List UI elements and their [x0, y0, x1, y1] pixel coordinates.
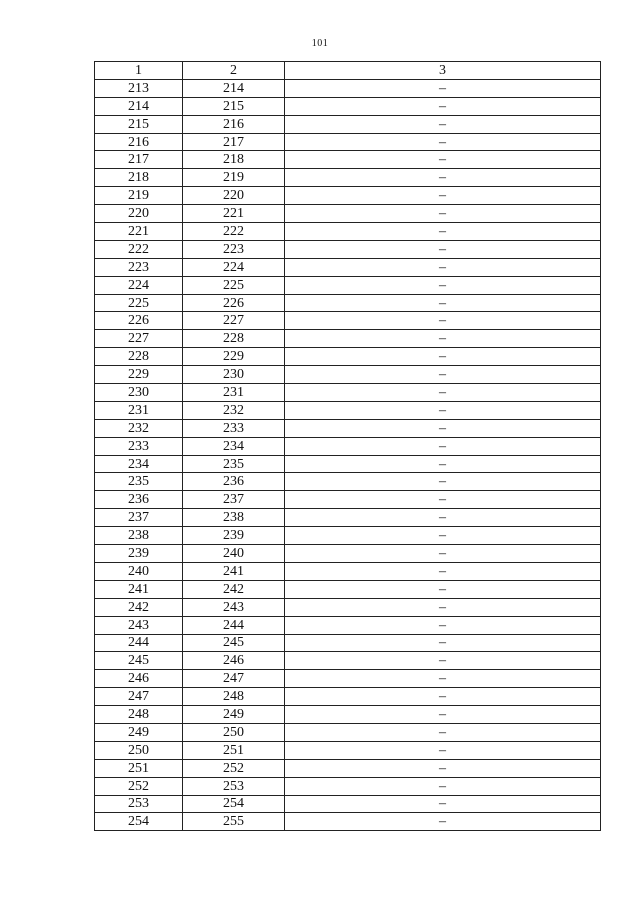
header-row: [95, 62, 601, 80]
table-cell-col-1: 226: [95, 312, 183, 330]
table-cell-col-1: 223: [95, 258, 183, 276]
table-cell-col-2: 240: [183, 545, 285, 563]
table-cell-col-2: 222: [183, 223, 285, 241]
table-row: [95, 223, 601, 241]
table-cell-col-2: 253: [183, 777, 285, 795]
table-cell-col-1: 222: [95, 240, 183, 258]
table-cell-col-2: 254: [183, 795, 285, 813]
table-cell-col-2: 236: [183, 473, 285, 491]
table-row: [95, 598, 601, 616]
table-cell-col-3: –: [285, 759, 601, 777]
table-cell-col-1: 251: [95, 759, 183, 777]
table-cell-col-1: 228: [95, 348, 183, 366]
table-row: [95, 562, 601, 580]
table-cell-col-3: –: [285, 723, 601, 741]
table-cell-col-2: 220: [183, 187, 285, 205]
table-cell-col-2: 219: [183, 169, 285, 187]
table-cell-col-2: 226: [183, 294, 285, 312]
header-cell-col-1: 1: [95, 62, 183, 80]
table-cell-col-3: –: [285, 652, 601, 670]
header-cell-col-2: 2: [183, 62, 285, 80]
table-row: [95, 437, 601, 455]
table-cell-col-1: 231: [95, 401, 183, 419]
table-row: [95, 634, 601, 652]
header-cell-col-3: 3: [285, 62, 601, 80]
table-row: [95, 115, 601, 133]
table-cell-col-3: –: [285, 437, 601, 455]
table-row: [95, 509, 601, 527]
table-cell-col-1: 219: [95, 187, 183, 205]
table-row: [95, 151, 601, 169]
table-cell-col-2: 216: [183, 115, 285, 133]
table-cell-col-2: 235: [183, 455, 285, 473]
table-cell-col-1: 243: [95, 616, 183, 634]
table-cell-col-2: 229: [183, 348, 285, 366]
table-row: [95, 294, 601, 312]
table-cell-col-3: –: [285, 348, 601, 366]
table-cell-col-3: –: [285, 330, 601, 348]
table-cell-col-1: 246: [95, 670, 183, 688]
table-cell-col-1: 232: [95, 419, 183, 437]
table-row: [95, 795, 601, 813]
table-cell-col-3: –: [285, 455, 601, 473]
table-row: [95, 616, 601, 634]
table-cell-col-3: –: [285, 115, 601, 133]
table-cell-col-1: 229: [95, 366, 183, 384]
table-cell-col-1: 245: [95, 652, 183, 670]
table-cell-col-1: 214: [95, 97, 183, 115]
table-row: [95, 527, 601, 545]
table-cell-col-2: 251: [183, 741, 285, 759]
table-cell-col-3: –: [285, 258, 601, 276]
table-cell-col-1: 248: [95, 706, 183, 724]
table-cell-col-1: 227: [95, 330, 183, 348]
table-cell-col-3: –: [285, 813, 601, 831]
table-cell-col-2: 255: [183, 813, 285, 831]
table-cell-col-3: –: [285, 366, 601, 384]
table-cell-col-1: 234: [95, 455, 183, 473]
table-cell-col-2: 246: [183, 652, 285, 670]
table-cell-col-3: –: [285, 473, 601, 491]
table-cell-col-3: –: [285, 616, 601, 634]
table-cell-col-1: 252: [95, 777, 183, 795]
table-cell-col-3: –: [285, 401, 601, 419]
table-cell-col-3: –: [285, 527, 601, 545]
table-row: [95, 473, 601, 491]
table-cell-col-1: 240: [95, 562, 183, 580]
table-cell-col-2: 249: [183, 706, 285, 724]
table-row: [95, 491, 601, 509]
table-cell-col-2: 239: [183, 527, 285, 545]
table-cell-col-2: 221: [183, 205, 285, 223]
table-cell-col-2: 214: [183, 79, 285, 97]
table-cell-col-2: 237: [183, 491, 285, 509]
table-row: [95, 133, 601, 151]
table-cell-col-2: 233: [183, 419, 285, 437]
table-cell-col-1: 215: [95, 115, 183, 133]
table-row: [95, 777, 601, 795]
table-cell-col-2: 243: [183, 598, 285, 616]
table-row: [95, 580, 601, 598]
table-cell-col-2: 234: [183, 437, 285, 455]
table-cell-col-3: –: [285, 169, 601, 187]
table-cell-col-1: 238: [95, 527, 183, 545]
table-cell-col-3: –: [285, 706, 601, 724]
table-cell-col-3: –: [285, 670, 601, 688]
table-row: [95, 330, 601, 348]
table-cell-col-1: 250: [95, 741, 183, 759]
table-cell-col-3: –: [285, 491, 601, 509]
table-cell-col-2: 218: [183, 151, 285, 169]
table-cell-col-2: 242: [183, 580, 285, 598]
table-row: [95, 366, 601, 384]
table-cell-col-3: –: [285, 741, 601, 759]
table-row: [95, 455, 601, 473]
table-cell-col-2: 244: [183, 616, 285, 634]
table-row: [95, 652, 601, 670]
table-row: [95, 419, 601, 437]
table-row: [95, 240, 601, 258]
table-row: [95, 79, 601, 97]
table-body: [95, 79, 601, 830]
table-cell-col-2: 232: [183, 401, 285, 419]
table-cell-col-1: 217: [95, 151, 183, 169]
table-cell-col-3: –: [285, 276, 601, 294]
table-cell-col-1: 237: [95, 509, 183, 527]
table-row: [95, 187, 601, 205]
table-cell-col-1: 213: [95, 79, 183, 97]
table-row: [95, 670, 601, 688]
table-cell-col-1: 244: [95, 634, 183, 652]
table-cell-col-3: –: [285, 419, 601, 437]
table-cell-col-3: –: [285, 79, 601, 97]
table-cell-col-2: 245: [183, 634, 285, 652]
table-cell-col-1: 236: [95, 491, 183, 509]
table-cell-col-2: 227: [183, 312, 285, 330]
table-cell-col-3: –: [285, 205, 601, 223]
table-cell-col-3: –: [285, 562, 601, 580]
table-row: [95, 276, 601, 294]
table-cell-col-2: 224: [183, 258, 285, 276]
table-cell-col-1: 254: [95, 813, 183, 831]
table-cell-col-3: –: [285, 240, 601, 258]
table-cell-col-1: 235: [95, 473, 183, 491]
table-cell-col-1: 247: [95, 688, 183, 706]
table-cell-col-2: 247: [183, 670, 285, 688]
page-number: 101: [311, 38, 329, 49]
table-cell-col-1: 253: [95, 795, 183, 813]
table-cell-col-2: 230: [183, 366, 285, 384]
table-row: [95, 169, 601, 187]
table-cell-col-3: –: [285, 634, 601, 652]
table-cell-col-2: 223: [183, 240, 285, 258]
table-cell-col-2: 231: [183, 384, 285, 402]
table-row: [95, 258, 601, 276]
table-row: [95, 384, 601, 402]
table-row: [95, 312, 601, 330]
table-cell-col-2: 248: [183, 688, 285, 706]
table-header: [95, 62, 601, 80]
table-row: [95, 741, 601, 759]
table-cell-col-2: 252: [183, 759, 285, 777]
table-cell-col-3: –: [285, 545, 601, 563]
table-cell-col-2: 228: [183, 330, 285, 348]
table-row: [95, 545, 601, 563]
table-cell-col-3: –: [285, 151, 601, 169]
table-cell-col-3: –: [285, 795, 601, 813]
table-row: [95, 813, 601, 831]
table-cell-col-2: 250: [183, 723, 285, 741]
table-row: [95, 348, 601, 366]
table-cell-col-3: –: [285, 688, 601, 706]
table-cell-col-1: 233: [95, 437, 183, 455]
table-row: [95, 688, 601, 706]
table-cell-col-1: 221: [95, 223, 183, 241]
table-cell-col-3: –: [285, 223, 601, 241]
table-row: [95, 706, 601, 724]
table-row: [95, 759, 601, 777]
table-cell-col-3: –: [285, 384, 601, 402]
table-row: [95, 401, 601, 419]
table-cell-col-3: –: [285, 294, 601, 312]
table-cell-col-2: 225: [183, 276, 285, 294]
table-cell-col-3: –: [285, 97, 601, 115]
table-cell-col-1: 239: [95, 545, 183, 563]
table-cell-col-2: 238: [183, 509, 285, 527]
table-cell-col-3: –: [285, 187, 601, 205]
table-cell-col-3: –: [285, 312, 601, 330]
table-row: [95, 205, 601, 223]
data-table: [94, 61, 601, 831]
table-cell-col-1: 230: [95, 384, 183, 402]
table-row: [95, 97, 601, 115]
table-cell-col-3: –: [285, 133, 601, 151]
table-cell-col-2: 241: [183, 562, 285, 580]
table-cell-col-1: 220: [95, 205, 183, 223]
table-cell-col-1: 241: [95, 580, 183, 598]
table-cell-col-1: 225: [95, 294, 183, 312]
table-cell-col-1: 242: [95, 598, 183, 616]
table-cell-col-1: 249: [95, 723, 183, 741]
table-cell-col-3: –: [285, 777, 601, 795]
table-cell-col-1: 224: [95, 276, 183, 294]
table-cell-col-2: 215: [183, 97, 285, 115]
table-cell-col-2: 217: [183, 133, 285, 151]
table-cell-col-3: –: [285, 580, 601, 598]
table-cell-col-3: –: [285, 509, 601, 527]
table-cell-col-1: 216: [95, 133, 183, 151]
table-row: [95, 723, 601, 741]
table-cell-col-3: –: [285, 598, 601, 616]
table-cell-col-1: 218: [95, 169, 183, 187]
